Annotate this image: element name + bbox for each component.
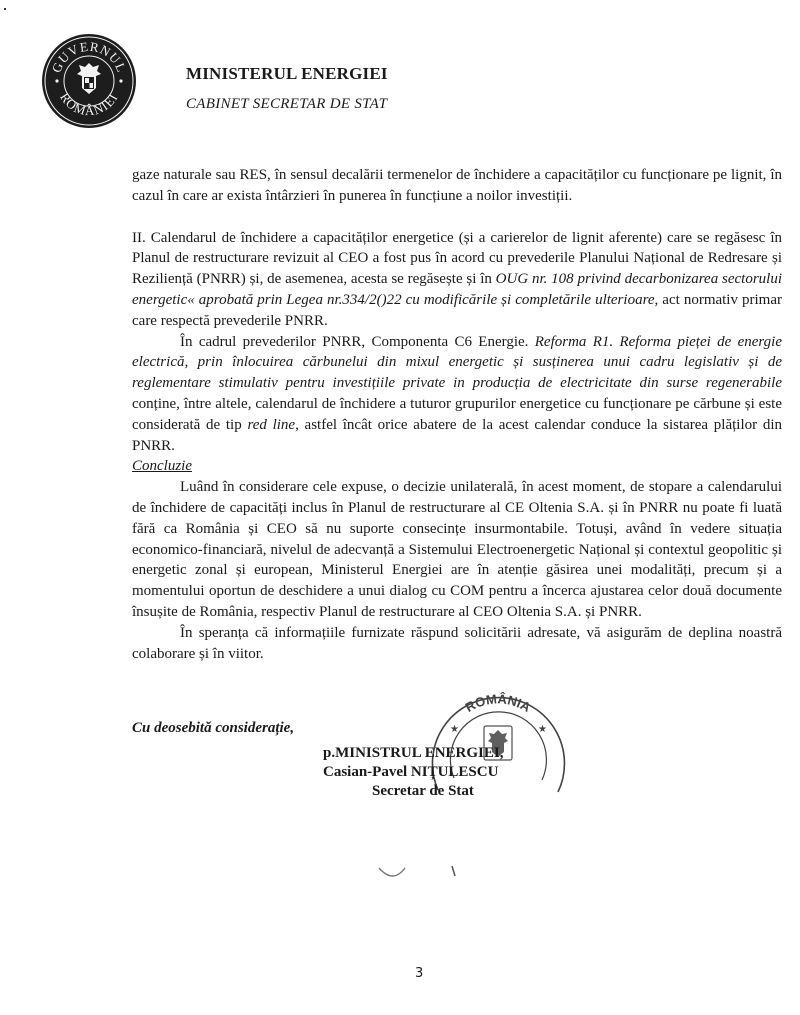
logo-text-bottom: ROMÂNIEI xyxy=(57,89,121,119)
red-line-term: red line xyxy=(247,416,296,433)
letter-body xyxy=(132,165,782,664)
page-number: 3 xyxy=(415,966,424,981)
signature-block xyxy=(323,744,503,801)
svg-text:★: ★ xyxy=(538,724,547,735)
svg-text:★: ★ xyxy=(450,724,459,735)
ministry-title: MINISTERUL ENERGIEI xyxy=(186,64,388,83)
government-seal-logo xyxy=(41,33,137,129)
conclusion-heading: Concluzie xyxy=(132,458,192,475)
signature-line-1: p.MINISTRUL ENERGIEI, xyxy=(323,745,504,761)
handwritten-mark xyxy=(375,860,465,890)
signature-line-2: Casian-Pavel NIȚULESCU xyxy=(323,764,499,780)
signature-line-3: Secretar de Stat xyxy=(372,783,474,799)
scan-speck xyxy=(4,8,6,10)
paragraph-2: II. Calendarul de închidere a capacităților energetice (și a carierelor de lignit aferente) care se regăsesc în Planul de restructurare revizuit al CEO a fost pus în acord cu prevederile Planului Național de Redresare și Reziliență (PNRR) și, de asemenea, acesta se regăsește și în OUG nr. 108 privind decarbonizarea sectorului energetic« aprobată prin Legea nr.334/2()22 cu modificările și completările ulterioare, act normativ primar care respectă prevederile PNRR. xyxy=(132,229,782,329)
closing-salutation: Cu deosebită considerație, xyxy=(132,720,295,736)
reform-reference: Reforma R1. Reforma pieței de energie electrică, prin înlocuirea cărbunelui din mixul energetic și susținerea unui cadru legislativ și de reglementare stimulativ pentru investițiile private in producția de electricitate din surse regenerabile xyxy=(132,333,783,392)
stamp-text: ROMÂNIA xyxy=(462,691,534,716)
law-reference: OUG nr. 108 privind decarbonizarea sectorului energetic« aprobată prin Legea nr.334/2()22 cu modificările și completările ulterioare xyxy=(132,271,782,308)
paragraph-5: În speranța că informațiile furnizate răspund solicitării adresate, vă asigurăm de deplina noastră colaborare și în viitor. xyxy=(132,624,782,662)
paragraph-1: gaze naturale sau RES, în sensul decalării termenelor de închidere a capacităților cu funcționare pe lignit, în cazul în care ar exista întârzieri în punerea în funcțiune a noilor investiții. xyxy=(132,167,782,204)
paragraph-3: În cadrul prevederilor PNRR, Componenta C6 Energie. Reforma R1. Reforma pieței de energie electrică, prin înlocuirea cărbunelui din mixul energetic și susținerea unui cadru legislativ și de reglementare stimulativ pentru investițiile private in producția de electricitate din surse regenerabile conține, între altele, calendarul de închidere a tuturor grupurilor energetice cu funcționare pe cărbune și este considerată de tip red line, astfel încât orice abatere de la acest calendar conduce la sistarea plăților din PNRR. xyxy=(132,333,783,454)
logo-text-top: GUVERNUL xyxy=(48,38,130,75)
ministry-subtitle: CABINET SECRETAR DE STAT xyxy=(186,96,388,112)
paragraph-4: Luând în considerare cele expuse, o decizie unilaterală, în acest moment, de stopare a calendarului de închidere de capacități inclus în Planul de restructurare al CE Oltenia S.A. și în PNRR nu poate fi luată fără ca România și CEO să nu suporte consecințe insurmontabile. Totuși, având în vedere situația economico-financiară, nivelul de adecvanță a Sistemului Electroenergetic Național și contextul geopolitic și energetic zonal și european, Ministerul Energiei are în atenție găsirea unei modalități, precum și a momentului oportun de deschidere a unui dialog cu COM pentru a încerca ajustarea celor două documente însușite de România, respectiv Planul de restructurare al CEO Oltenia S.A. și PNRR. xyxy=(132,479,782,620)
